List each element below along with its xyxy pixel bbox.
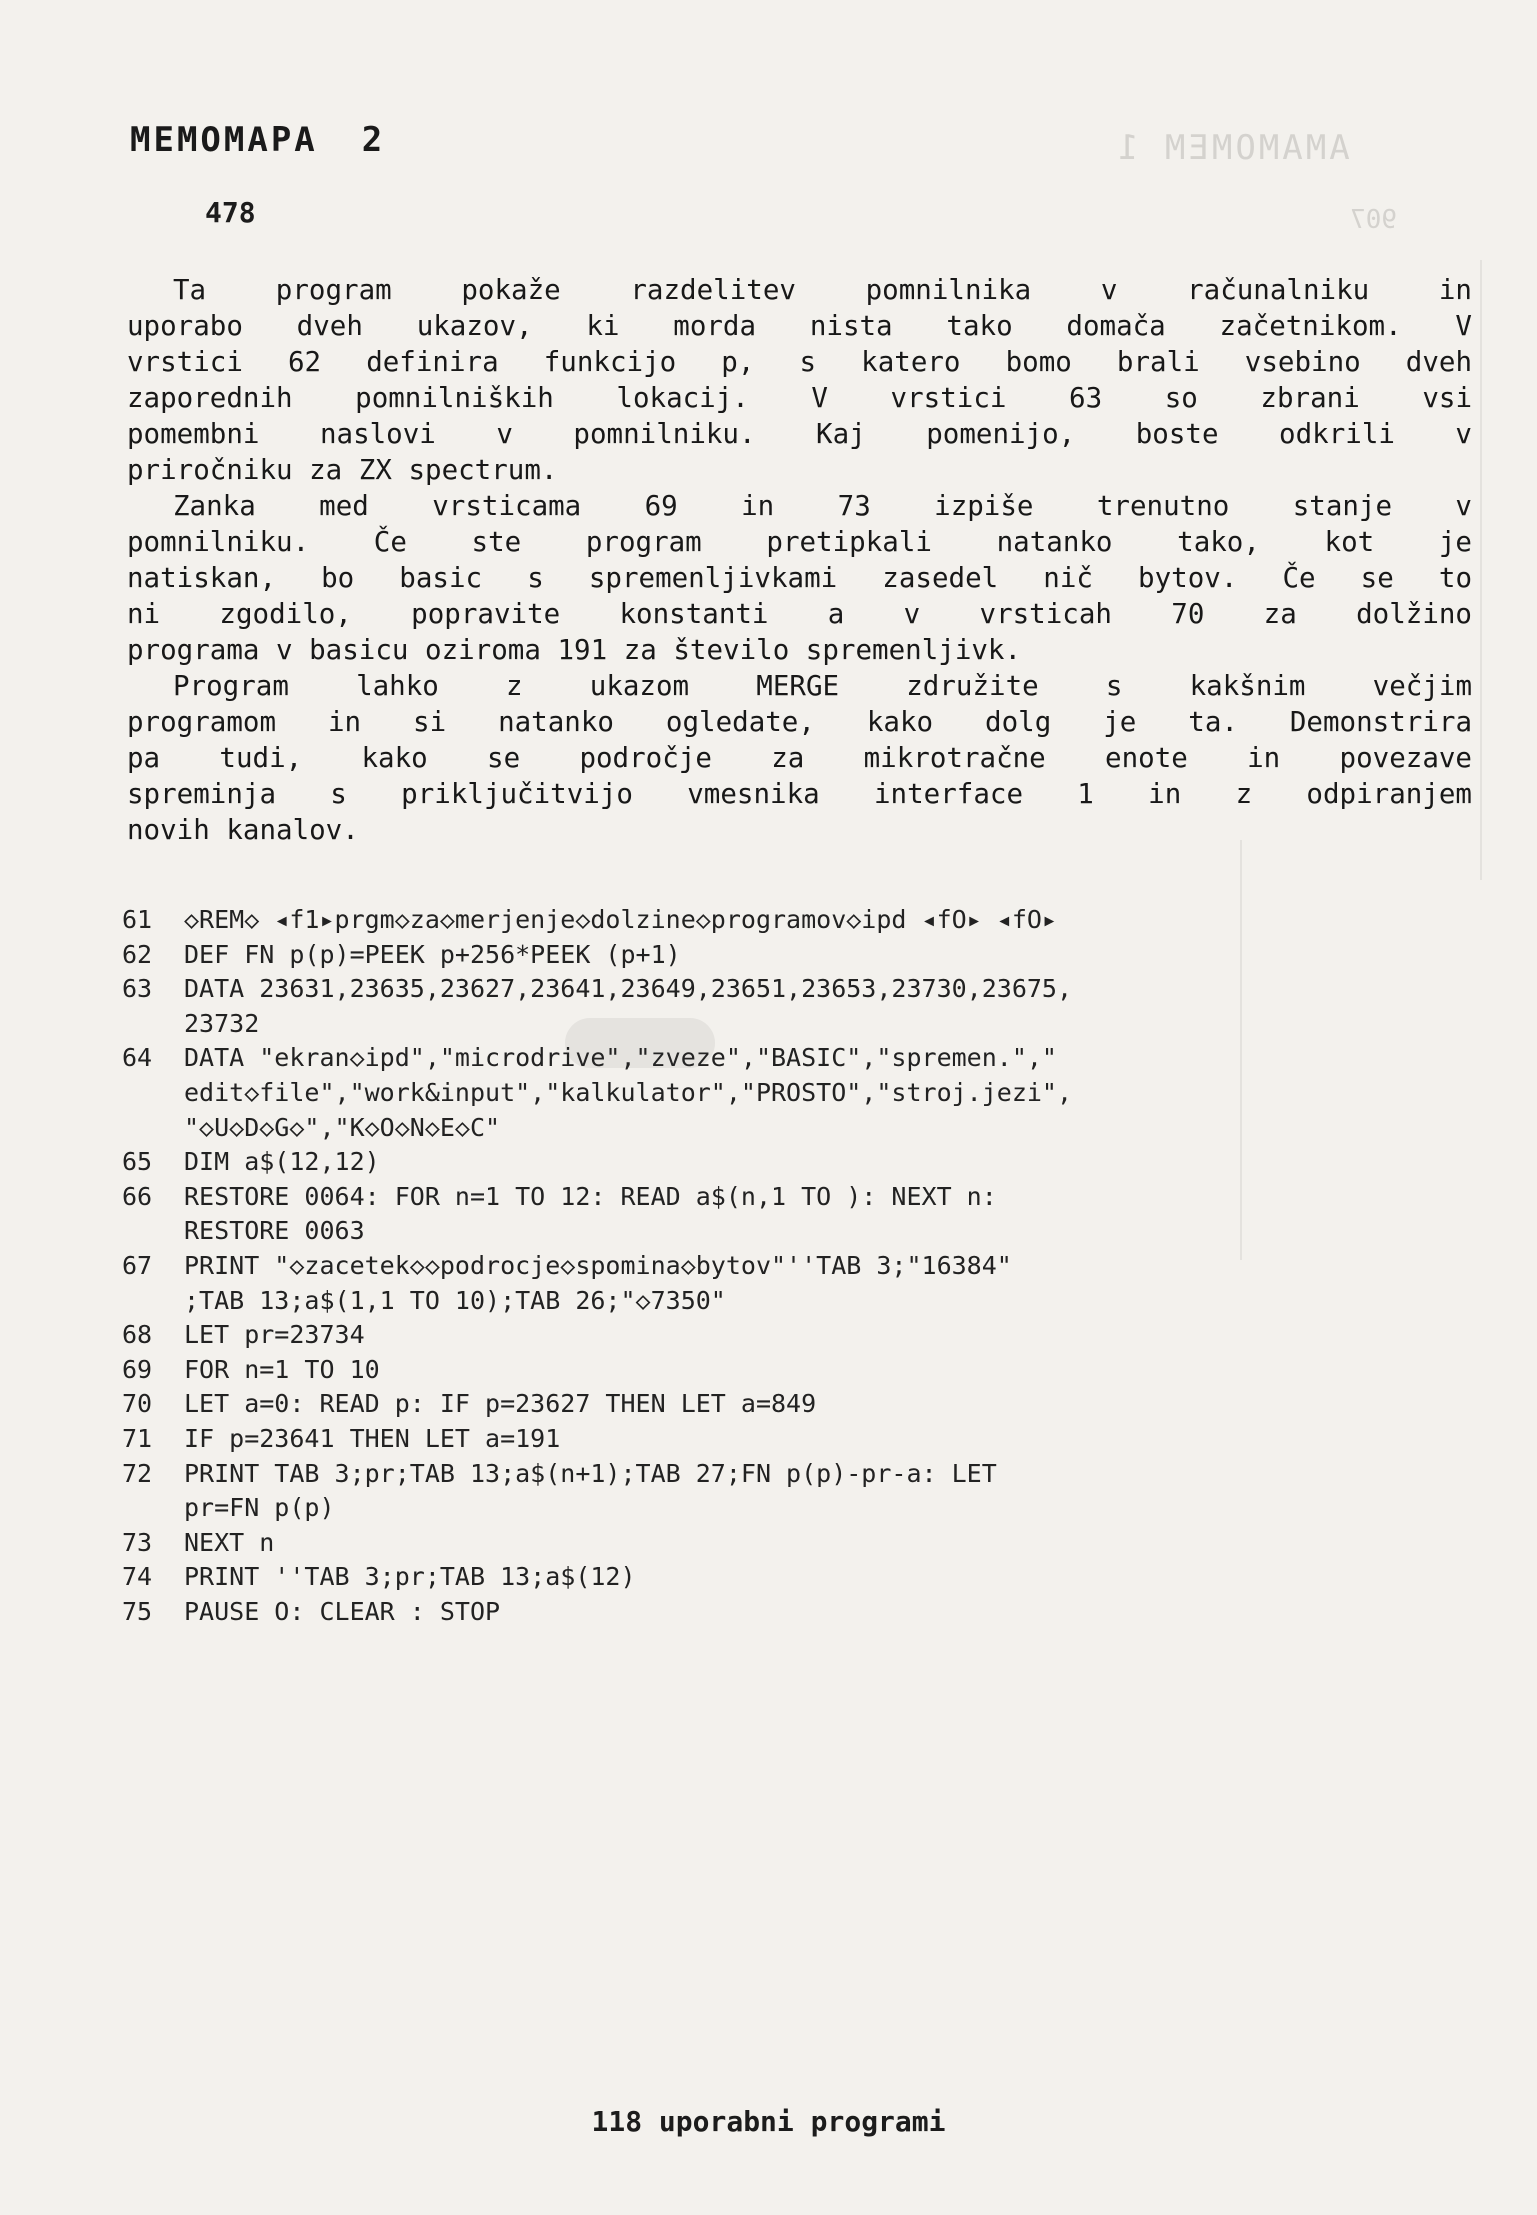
paragraph-line: Zanka med vrsticama 69 in 73 izpiše trenutno stanje v [173, 490, 1472, 522]
show-through-number: 907 [1350, 205, 1397, 235]
paragraph-line: programa v basicu oziroma 191 za število spremenljivk. [127, 634, 1022, 666]
code-line [122, 1560, 1462, 1595]
code-line [122, 1387, 1462, 1422]
code-line [122, 1180, 1462, 1215]
line-number: 67 [122, 1250, 153, 1280]
line-number: 68 [122, 1320, 153, 1350]
code-continuation: pr=FN p(p) [184, 1493, 335, 1523]
code-line [122, 938, 1462, 973]
paragraph-line: Ta program pokaže razdelitev pomnilnika v računalniku in [173, 274, 1472, 306]
code-text: DATA 23631,23635,23627,23641,23649,23651,23653,23730,23675, [184, 974, 1073, 1004]
paragraph-line: uporabo dveh ukazov, ki morda nista tako domača začetnikom. V [127, 310, 1472, 342]
code-text: PRINT ''TAB 3;pr;TAB 13;a$(12) [184, 1562, 636, 1592]
code-text: LET pr=23734 [184, 1320, 365, 1350]
paragraph-line: pa tudi, kako se področje za mikrotračne enote in povezave [127, 742, 1472, 774]
code-continuation: edit◇file","work&input","kalkulator","PROSTO","stroj.jezi", [184, 1077, 1073, 1107]
paragraph-line: vrstici 62 definira funkcijo p, s katero bomo brali vsebino dveh [127, 346, 1472, 378]
page-footer: 118 uporabni programi [591, 2105, 946, 2138]
basic-listing [122, 903, 1462, 1629]
paragraph-line: pomembni naslovi v pomnilniku. Kaj pomenijo, boste odkrili v [127, 418, 1472, 450]
line-number: 75 [122, 1596, 153, 1626]
paragraph-line: zaporednih pomnilniških lokacij. V vrstici 63 so zbrani vsi [127, 382, 1472, 414]
code-continuation: RESTORE 0063 [184, 1216, 365, 1246]
page-header [130, 120, 385, 160]
code-text: FOR n=1 TO 10 [184, 1354, 380, 1384]
code-text: PAUSE O: CLEAR : STOP [184, 1596, 501, 1626]
paragraph-line: Program lahko z ukazom MERGE združite s kakšnim večjim [173, 670, 1472, 702]
line-number: 70 [122, 1389, 153, 1419]
code-line [122, 1595, 1462, 1630]
code-continuation: ;TAB 13;a$(1,1 TO 10);TAB 26;"◇7350" [184, 1285, 726, 1315]
header-number: 2 [361, 120, 386, 160]
paragraph-line: priročniku za ZX spectrum. [127, 454, 558, 486]
paragraph-line: novih kanalov. [127, 814, 359, 846]
line-number: 71 [122, 1423, 153, 1453]
code-line [122, 1422, 1462, 1457]
paragraph-line: spreminja s priključitvijo vmesnika interface 1 in z odpiranjem [127, 778, 1472, 810]
show-through-header: AMAMOMEM 1 [1115, 128, 1350, 168]
code-line [122, 1318, 1462, 1353]
code-text: PRINT "◇zacetek◇◇podrocje◇spomina◇bytov"''TAB 3;"16384" [184, 1250, 1012, 1280]
code-line [122, 1249, 1462, 1284]
line-number: 66 [122, 1181, 153, 1211]
line-number: 65 [122, 1147, 153, 1177]
code-text: DEF FN p(p)=PEEK p+256*PEEK (p+1) [184, 939, 681, 969]
ink-smudge [565, 1018, 715, 1068]
code-text: DIM a$(12,12) [184, 1147, 380, 1177]
code-text: PRINT TAB 3;pr;TAB 13;a$(n+1);TAB 27;FN p(p)-pr-a: LET [184, 1458, 997, 1488]
code-line [122, 972, 1462, 1007]
code-line [122, 1041, 1462, 1076]
paragraph-line: pomnilniku. Če ste program pretipkali natanko tako, kot je [127, 526, 1472, 558]
code-text: LET a=0: READ p: IF p=23627 THEN LET a=849 [184, 1389, 817, 1419]
code-text: DATA "ekran◇ipd","microdrive","zveze","BASIC","spremen."," [184, 1043, 1057, 1073]
code-line [122, 1526, 1462, 1561]
code-line [122, 1457, 1462, 1492]
description-text [127, 272, 1472, 848]
line-number: 69 [122, 1354, 153, 1384]
code-continuation: 23732 [184, 1008, 260, 1038]
code-text: ◇REM◇ ◂f1▸prgm◇za◇merjenje◇dolzine◇programov◇ipd ◂fO▸ ◂fO▸ [184, 905, 1057, 934]
page-number: 478 [205, 196, 256, 229]
code-line [122, 903, 1462, 938]
line-number: 64 [122, 1043, 153, 1073]
header-title: MEMOMAPA [130, 120, 318, 160]
line-number: 73 [122, 1527, 153, 1557]
paragraph-line: ni zgodilo, popravite konstanti a v vrsticah 70 za dolžino [127, 598, 1472, 630]
line-number: 72 [122, 1458, 153, 1488]
paragraph-line: natiskan, bo basic s spremenljivkami zasedel nič bytov. Če se to [127, 562, 1472, 594]
line-number: 62 [122, 939, 153, 969]
code-line [122, 1353, 1462, 1388]
code-line [122, 1145, 1462, 1180]
code-text: RESTORE 0064: FOR n=1 TO 12: READ a$(n,1 TO ): NEXT n: [184, 1181, 997, 1211]
line-number: 63 [122, 974, 153, 1004]
code-text: NEXT n [184, 1527, 275, 1557]
code-continuation: "◇U◇D◇G◇","K◇O◇N◇E◇C" [184, 1112, 501, 1142]
line-number: 61 [122, 905, 153, 934]
paragraph-line: programom in si natanko ogledate, kako dolg je ta. Demonstrira [127, 706, 1472, 738]
code-text: IF p=23641 THEN LET a=191 [184, 1423, 561, 1453]
line-number: 74 [122, 1562, 153, 1592]
